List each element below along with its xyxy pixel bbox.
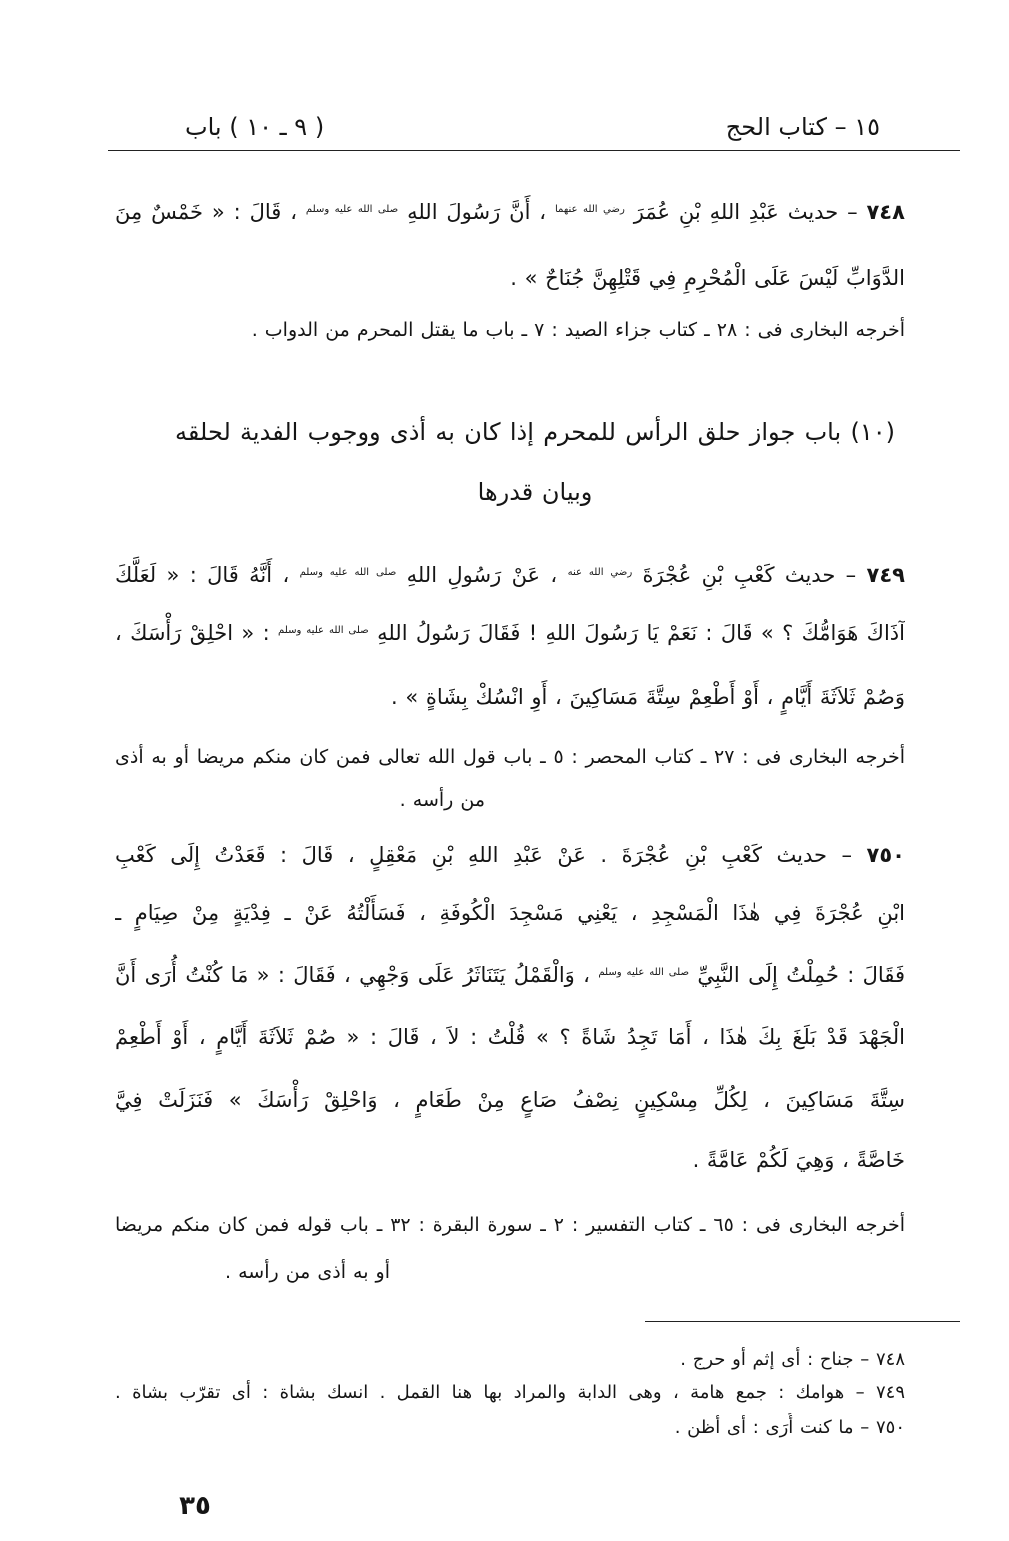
footnote-749: [115, 1378, 905, 1408]
footnote-text: ٧٥٠ – ما كنت أُرَى : أى أظن .: [674, 1417, 905, 1438]
footnote-text: ٧٤٩ – هوامك : جمع هامة ، وهى الدابة والمراد بها هنا القمل . انسك بشاة : أى تقرّب بشاة .: [115, 1382, 905, 1403]
hadith-text: – حديث كَعْبِ بْنِ عُجْرَةَ . عَنْ عَبْدِ اللهِ بْنِ مَعْقِلٍ ، قَالَ : قَعَدْتُ إِلَى كَعْبِ: [115, 843, 852, 867]
source-text: من رأسه .: [399, 789, 485, 811]
honorific: صلى الله عليه وسلم: [299, 566, 397, 578]
hadith-text: سِتَّةَ مَسَاكِينَ ، لِكُلِّ مِسْكِينٍ نِصْفُ صَاعٍ مِنْ طَعَامٍ ، وَاحْلِقْ رَأْسَكَ » فَنَزَلَتْ فِيَّ: [115, 1088, 905, 1112]
hadith-750-line-6: [115, 1134, 905, 1186]
hadith-text: ، أَنَّهُ قَالَ : « لَعَلَّكَ: [115, 563, 290, 587]
hadith-number: ٧٥٠: [866, 843, 905, 867]
footnote-748: [115, 1345, 905, 1375]
page-number: ٣٥: [179, 1491, 211, 1521]
hadith-748-source: [115, 315, 905, 345]
hadith-text: خَاصَّةً ، وَهِيَ لَكُمْ عَامَّةً .: [692, 1148, 905, 1172]
hadith-text: ، أَنَّ رَسُولَ اللهِ: [407, 200, 547, 224]
hadith-750-line-1: [115, 829, 905, 881]
chapter-heading-line-1: [175, 409, 895, 455]
hadith-748-line-1: [115, 186, 905, 238]
footnote-750: [115, 1413, 905, 1443]
hadith-text: : « احْلِقْ رَأْسَكَ ،: [115, 621, 270, 645]
hadith-text: ، عَنْ رَسُولِ اللهِ: [406, 563, 558, 587]
honorific: رضي الله عنهما: [554, 203, 625, 215]
hadith-749-line-3: [115, 671, 905, 723]
hadith-text: آذَاكَ هَوَامُّكَ ؟ » قَالَ : نَعَمْ يَا رَسُولَ اللهِ ! فَقَالَ رَسُولُ اللهِ: [377, 621, 905, 645]
running-header-section: ١٥ – كتاب الحج: [725, 113, 880, 141]
honorific: صلى الله عليه وسلم: [598, 966, 689, 978]
hadith-text: – حديث كَعْبِ بْنِ عُجْرَةَ: [642, 563, 857, 587]
source-text: أخرجه البخارى فى : ٢٨ ـ كتاب جزاء الصيد : ٧ ـ باب ما يقتل المحرم من الدواب .: [251, 319, 905, 341]
footnote-rule: [645, 1321, 960, 1322]
hadith-text: الدَّوَابِّ لَيْسَ عَلَى الْمُحْرِمِ فِي قَتْلِهِنَّ جُنَاحٌ » .: [510, 266, 905, 290]
source-text: أخرجه البخارى فى : ٦٥ ـ كتاب التفسير : ٢ ـ سورة البقرة : ٣٢ ـ باب قوله فمن كان منكم مريضا: [115, 1214, 905, 1236]
header-rule: [108, 150, 960, 151]
honorific: صلى الله عليه وسلم: [305, 203, 399, 215]
source-text: أو به أذى من رأسه .: [225, 1261, 390, 1283]
chapter-heading-text: (١٠) باب جواز حلق الرأس للمحرم إذا كان به أذى ووجوب الفدية لحلقه: [175, 418, 895, 446]
hadith-text: وَصُمْ ثَلاَثَةَ أَيَّامٍ ، أَوْ أَطْعِمْ سِتَّةَ مَسَاكِينَ ، أَوِ انْسُكْ بِشَاةٍ » .: [391, 685, 905, 709]
hadith-750-line-4: [115, 1011, 905, 1063]
hadith-text: ابْنِ عُجْرَةَ فِي هٰذَا الْمَسْجِدِ ، يَعْنِي مَسْجِدَ الْكُوفَةِ ، فَسَأَلْتُهُ عَنْ ـ فِدْيَةٍ مِنْ صِيَامٍ ـ: [115, 901, 905, 925]
hadith-text: الْجَهْدَ قَدْ بَلَغَ بِكَ هٰذَا ، أَمَا تَجِدُ شَاةً ؟ » قُلْتُ : لاَ ، قَالَ : « صُمْ ثَلاَثَةَ أَيَّامٍ ، أَوْ أَطْعِمْ: [115, 1025, 905, 1049]
hadith-750-line-3: [115, 949, 905, 1001]
hadith-749-line-2: [115, 607, 905, 659]
hadith-number: ٧٤٨: [866, 200, 905, 224]
hadith-text: ، وَالْقَمْلُ يَتَنَاثَرُ عَلَى وَجْهِي ، فَقَالَ : « مَا كُنْتُ أُرَى أَنَّ: [115, 963, 590, 987]
hadith-text: ، قَالَ : « خَمْسٌ مِنَ: [115, 200, 297, 224]
hadith-text: فَقَالَ : حُمِلْتُ إِلَى النَّبِيِّ: [697, 963, 905, 987]
hadith-number: ٧٤٩: [866, 563, 905, 587]
hadith-750-source-line-2: [115, 1257, 390, 1287]
running-header-chapters: ( ٩ ـ ١٠ ) باب: [185, 113, 325, 141]
hadith-text: – حديث عَبْدِ اللهِ بْنِ عُمَرَ: [633, 200, 858, 224]
hadith-749-source-line-2: [115, 785, 485, 815]
hadith-750-line-2: [115, 887, 905, 939]
hadith-749-source-line-1: [115, 742, 905, 772]
hadith-748-line-2: [115, 252, 905, 304]
footnote-text: ٧٤٨ – جناح : أى إثم أو حرج .: [680, 1349, 905, 1370]
honorific: رضي الله عنه: [567, 566, 633, 578]
chapter-heading-line-2: [175, 469, 895, 515]
hadith-750-source-line-1: [115, 1210, 905, 1240]
chapter-heading-text: وبيان قدرها: [477, 478, 593, 506]
source-text: أخرجه البخارى فى : ٢٧ ـ كتاب المحصر : ٥ ـ باب قول الله تعالى فمن كان منكم مريضا أو به أذى: [115, 746, 905, 768]
hadith-749-line-1: [115, 549, 905, 601]
honorific: صلى الله عليه وسلم: [278, 624, 369, 636]
hadith-750-line-5: [115, 1074, 905, 1126]
